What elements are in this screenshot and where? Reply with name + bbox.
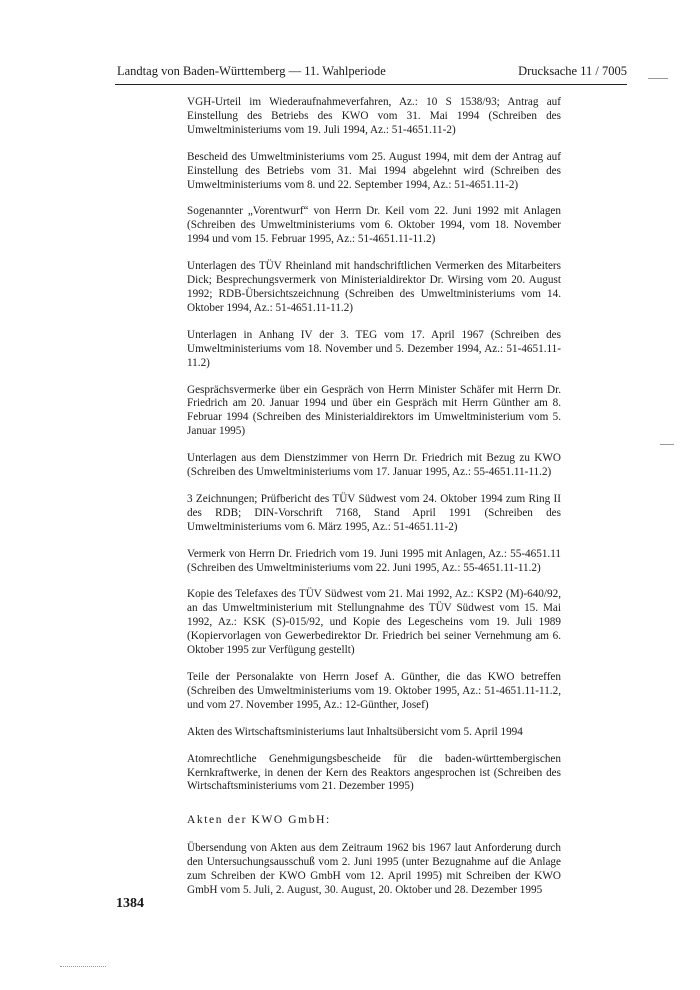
entry: Akten des Wirtschaftsministeriums laut Inhaltsübersicht vom 5. April 1994: [187, 725, 523, 738]
entry: Atomrechtliche Genehmigungsbescheide für die baden-württembergischen Kernkraftwerke, in denen der Kern des Reaktors angesprochen ist (Schreiben des Wirtschaftsministeriums vom 21. Dezember 1995): [187, 752, 561, 793]
entry: Unterlagen in Anhang IV der 3. TEG vom 17. April 1967 (Schreiben des Umweltministeriums vom 18. November und 5. Dezember 1994, Az.: 51-4651.11-11.2): [187, 328, 561, 369]
section-entry: Übersendung von Akten aus dem Zeitraum 1962 bis 1967 laut Anforderung durch den Untersuchungsausschuß vom 2. Juni 1995 (unter Bezugnahme auf die Anlage zum Schreiben der KWO GmbH vom 12. April 1995) mit Schreiben der KWO GmbH vom 5. Juli, 2. August, 30. August, 20. Oktober und 28. Dezember 1995: [187, 842, 561, 896]
page-header: [117, 64, 627, 84]
document-body: [187, 96, 561, 911]
header-rule: [115, 84, 627, 85]
entry: Gesprächsvermerke über ein Gespräch von Herrn Minister Schäfer mit Herrn Dr. Friedrich am 20. Januar 1994 und über ein Gespräch mit Herrn Günther am 8. Februar 1994 (Schreiben des Ministerialdirektors im Umweltministerium vom 5. Januar 1995): [187, 383, 561, 438]
header-title: Landtag von Baden-Württemberg — 11. Wahlperiode: [117, 64, 386, 78]
scan-mark: [60, 966, 106, 967]
entry: Bescheid des Umweltministeriums vom 25. August 1994, mit dem der Antrag auf Einstellung des Betriebs vom 31. Mai 1994 abgelehnt wird (Schreiben des Umweltministeriums vom 8. und 22. September 1994, Az.: 51-4651.11-2): [187, 150, 561, 191]
scan-mark: [648, 78, 668, 79]
entry: Vermerk von Herrn Dr. Friedrich vom 19. Juni 1995 mit Anlagen, Az.: 55-4651.11 (Schreiben des Umweltministeriums vom 22. Juni 1995, Az.: 55-4651.11-11.2): [187, 547, 561, 574]
page-number: 1384: [116, 896, 144, 911]
entry: Unterlagen des TÜV Rheinland mit handschriftlichen Vermerken des Mitarbeiters Dick; Besprechungsvermerk von Ministerialdirektor Dr. Wirsing vom 20. August 1992; RDB-Übersichtszeichnung (Schreiben des Umweltministeriums vom 14. Oktober 1994, Az.: 51-4651.11-11.2): [187, 260, 561, 314]
entry: 3 Zeichnungen; Prüfbericht des TÜV Südwest vom 24. Oktober 1994 zum Ring II des RDB; DIN-Vorschrift 7168, Stand April 1991 (Schreiben des Umweltministeriums vom 6. März 1995, Az.: 51-4651.11-2): [187, 492, 561, 533]
scan-mark: [660, 444, 674, 445]
entry: VGH-Urteil im Wiederaufnahmeverfahren, Az.: 10 S 1538/93; Antrag auf Einstellung des Betriebs des KWO vom 31. Mai 1994 (Schreiben des Umweltministeriums vom 19. Juli 1994, Az.: 51-4651.11-2): [187, 96, 561, 136]
entry: Unterlagen aus dem Dienstzimmer von Herrn Dr. Friedrich mit Bezug zu KWO (Schreiben des Umweltministeriums vom 17. Januar 1995, Az.: 55-4651.11-11.2): [187, 452, 561, 479]
header-doc-number: Drucksache 11 / 7005: [518, 64, 627, 78]
entry: Sogenannter „Vorentwurf“ von Herrn Dr. Keil vom 22. Juni 1992 mit Anlagen (Schreiben des Umweltministeriums vom 6. Oktober 1994, vom 18. November 1994 und vom 15. Februar 1995, Az.: 51-4651.11-11.2): [187, 205, 561, 246]
entry: Kopie des Telefaxes des TÜV Südwest vom 21. Mai 1992, Az.: KSP2 (M)-640/92, an das Umweltministerium mit Stellungnahme des TÜV Südwest vom 15. Mai 1992, Az.: KSK (S)-015/92, und Kopie des Legescheins vom 19. Juli 1989 (Kopiervorlagen von Gewerbedirektor Dr. Friedrich bei seiner Vernehmung am 6. Oktober 1995 zur Verfügung gestellt): [187, 588, 561, 657]
entry: Teile der Personalakte von Herrn Josef A. Günther, die das KWO betreffen (Schreiben des Umweltministeriums vom 19. Oktober 1995, Az.: 51-4651.11-11.2, und vom 27. November 1995, Az.: 12-Günther, Josef): [187, 671, 561, 711]
section-heading: Akten der KWO GmbH:: [187, 814, 331, 827]
